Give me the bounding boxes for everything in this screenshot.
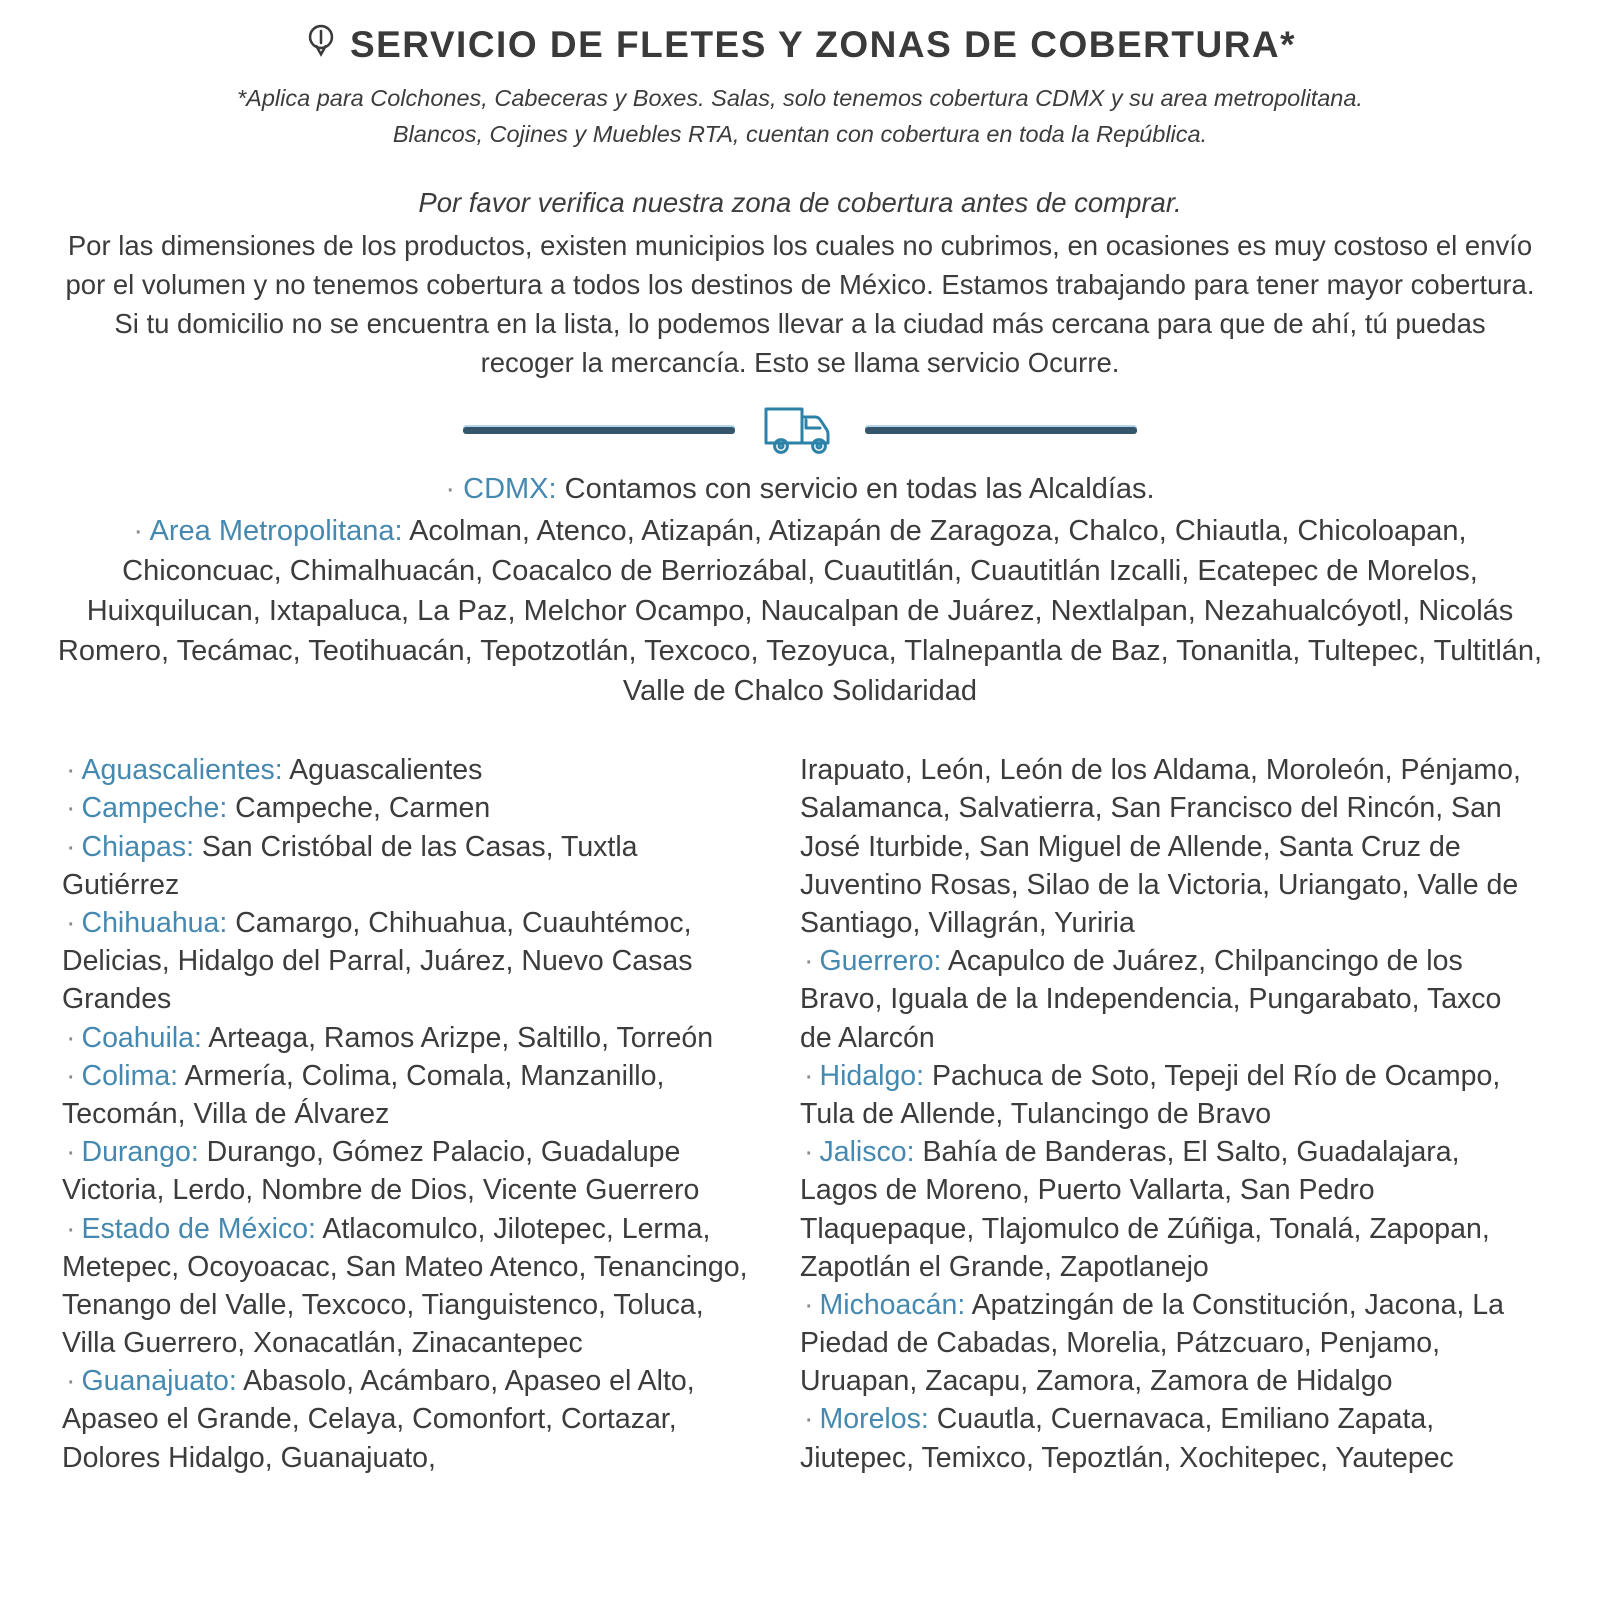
bullet-dot: · (66, 1212, 76, 1245)
state-entry (800, 751, 1538, 942)
state-name: Chihuahua: (81, 907, 228, 940)
state-cities: Atlacomulco, Jilotepec, Lerma, Metepec, Ocoyoacac, San Mateo Atenco, Tenancingo, Tenango del Valle, Texcoco, Tianguistenco, Toluca, Villa Guerrero, Xonacatlán, Zinacantepec (62, 1212, 748, 1360)
page-header (0, 24, 1600, 66)
state-entry (62, 1057, 752, 1133)
state-entry (800, 1286, 1538, 1401)
bullet-dot: · (66, 830, 76, 863)
state-name: Estado de México: (81, 1212, 316, 1245)
state-cities: Acapulco de Juárez, Chilpancingo de los Bravo, Iguala de la Independencia, Pungarabato, Taxco de Alarcón (800, 945, 1502, 1054)
state-name: Coahuila: (81, 1021, 202, 1054)
state-name: Morelos: (819, 1403, 929, 1436)
bullet-dot: · (66, 907, 76, 940)
divider (0, 404, 1600, 456)
metro-coverage-block (55, 511, 1545, 711)
disclaimer-line-1: *Aplica para Colchones, Cabeceras y Boxes. Salas, solo tenemos cobertura CDMX y su area metropolitana. (237, 85, 1363, 111)
state-name: Aguascalientes: (81, 754, 283, 787)
divider-rule-right (865, 427, 1137, 434)
cdmx-coverage-line (0, 470, 1600, 509)
bullet-dot: · (804, 1288, 814, 1321)
intro-paragraph (65, 183, 1535, 382)
states-column-left (62, 751, 752, 1477)
state-entry (62, 1210, 752, 1363)
state-cities: Armería, Colima, Comala, Manzanillo, Tecomán, Villa de Álvarez (62, 1059, 665, 1130)
intro-body: Por las dimensiones de los productos, existen municipios los cuales no cubrimos, en ocasiones es muy costoso el envío por el volumen y no tenemos cobertura a todos los destinos de México. Estamos trabajando para tener mayor cobertura. Si tu domicilio no se encuentra en la lista, lo podemos llevar a la ciudad más cercana para que de ahí, tú puedas recoger la mercancía. Esto se llama servicio Ocurre. (65, 229, 1535, 379)
state-entry (62, 828, 752, 904)
state-name: Campeche: (81, 792, 228, 825)
states-column-right (800, 751, 1538, 1477)
state-entry (62, 751, 752, 789)
state-entry (800, 1057, 1538, 1133)
state-name: Colima: (81, 1059, 179, 1092)
states-columns (0, 751, 1600, 1477)
page-title: SERVICIO DE FLETES Y ZONAS DE COBERTURA* (349, 24, 1297, 65)
bullet-dot: · (445, 473, 456, 506)
state-cities: Cuautla, Cuernavaca, Emiliano Zapata, Jiutepec, Temixco, Tepoztlán, Xochitepec, Yautepec (800, 1403, 1454, 1474)
bullet-dot: · (133, 515, 144, 548)
state-entry (800, 942, 1538, 1057)
state-entry (62, 789, 752, 827)
location-pin-icon (304, 23, 338, 63)
delivery-truck-icon (761, 404, 839, 456)
bullet-dot: · (66, 1021, 76, 1054)
state-name: Guanajuato: (81, 1365, 237, 1398)
state-cities: Pachuca de Soto, Tepeji del Río de Ocampo, Tula de Allende, Tulancingo de Bravo (800, 1059, 1501, 1130)
state-cities: Arteaga, Ramos Arizpe, Saltillo, Torreón (208, 1021, 714, 1054)
state-name: Durango: (81, 1136, 199, 1169)
state-cities: Bahía de Banderas, El Salto, Guadalajara, Lagos de Moreno, Puerto Vallarta, San Pedro Tlaquepaque, Tlajomulco de Zúñiga, Tonalá, Zapopan, Zapotlán el Grande, Zapotlanejo (800, 1136, 1490, 1283)
bullet-dot: · (804, 1403, 814, 1436)
state-cities: Durango, Gómez Palacio, Guadalupe Victoria, Lerdo, Nombre de Dios, Vicente Guerrero (62, 1136, 700, 1207)
state-cities: Abasolo, Acámbaro, Apaseo el Alto, Apaseo el Grande, Celaya, Comonfort, Cortazar, Dolores Hidalgo, Guanajuato, (62, 1365, 695, 1474)
state-entry (62, 1362, 752, 1477)
state-cities: Aguascalientes (289, 754, 483, 787)
divider-rule-left (463, 427, 735, 434)
cdmx-label: CDMX: (463, 473, 557, 506)
intro-lead: Por favor verifica nuestra zona de cobertura antes de comprar. (418, 186, 1182, 218)
state-name: Jalisco: (819, 1136, 915, 1169)
bullet-dot: · (804, 1059, 814, 1092)
state-entry (62, 1133, 752, 1209)
bullet-dot: · (804, 1136, 814, 1169)
state-cities: Camargo, Chihuahua, Cuauhtémoc, Delicias, Hidalgo del Parral, Juárez, Nuevo Casas Grandes (62, 907, 693, 1016)
state-name: Hidalgo: (819, 1059, 925, 1092)
state-entry (800, 1400, 1538, 1476)
state-cities: Campeche, Carmen (235, 792, 491, 825)
state-name: Michoacán: (819, 1288, 966, 1321)
disclaimer-line-2: Blancos, Cojines y Muebles RTA, cuentan con cobertura en toda la República. (392, 121, 1208, 148)
bullet-dot: · (66, 1136, 76, 1169)
bullet-dot: · (66, 792, 76, 825)
bullet-dot: · (66, 1365, 76, 1398)
state-name: Chiapas: (81, 830, 194, 863)
cdmx-text: Contamos con servicio en todas las Alcaldías. (564, 473, 1155, 506)
bullet-dot: · (66, 1059, 76, 1092)
metro-label: Area Metropolitana: (149, 515, 403, 548)
state-entry (800, 1133, 1538, 1286)
bullet-dot: · (804, 945, 814, 978)
bullet-dot: · (66, 754, 76, 787)
state-cities: San Cristóbal de las Casas, Tuxtla Gutiérrez (62, 830, 638, 901)
state-entry (62, 904, 752, 1019)
disclaimer (0, 80, 1600, 153)
state-name: Guerrero: (819, 945, 942, 978)
state-entry (62, 1019, 752, 1057)
metro-text: Acolman, Atenco, Atizapán, Atizapán de Zaragoza, Chalco, Chiautla, Chicoloapan, Chiconcuac, Chimalhuacán, Coacalco de Berriozábal, Cuautitlán, Cuautitlán Izcalli, Ecatepec de Morelos, Huixquilucan, Ixtapaluca, La Paz, Melchor Ocampo, Naucalpan de Juárez, Nextlalpan, Nezahualcóyotl, Nicolás Romero, Tecámac, Teotihuacán, Tepotzotlán, Texcoco, Tezoyuca, Tlalnepantla de Baz, Tonanitla, Tultepec, Tultitlán, Valle de Chalco Solidaridad (57, 515, 1543, 708)
state-cities: Irapuato, León, León de los Aldama, Moroleón, Pénjamo, Salamanca, Salvatierra, San Francisco del Rincón, San José Iturbide, San Miguel de Allende, Santa Cruz de Juventino Rosas, Silao de la Victoria, Uriangato, Valle de Santiago, Villagrán, Yuriria (800, 754, 1521, 940)
state-cities: Apatzingán de la Constitución, Jacona, La Piedad de Cabadas, Morelia, Pátzcuaro, Penjamo, Uruapan, Zacapu, Zamora, Zamora de Hidalgo (800, 1288, 1504, 1398)
